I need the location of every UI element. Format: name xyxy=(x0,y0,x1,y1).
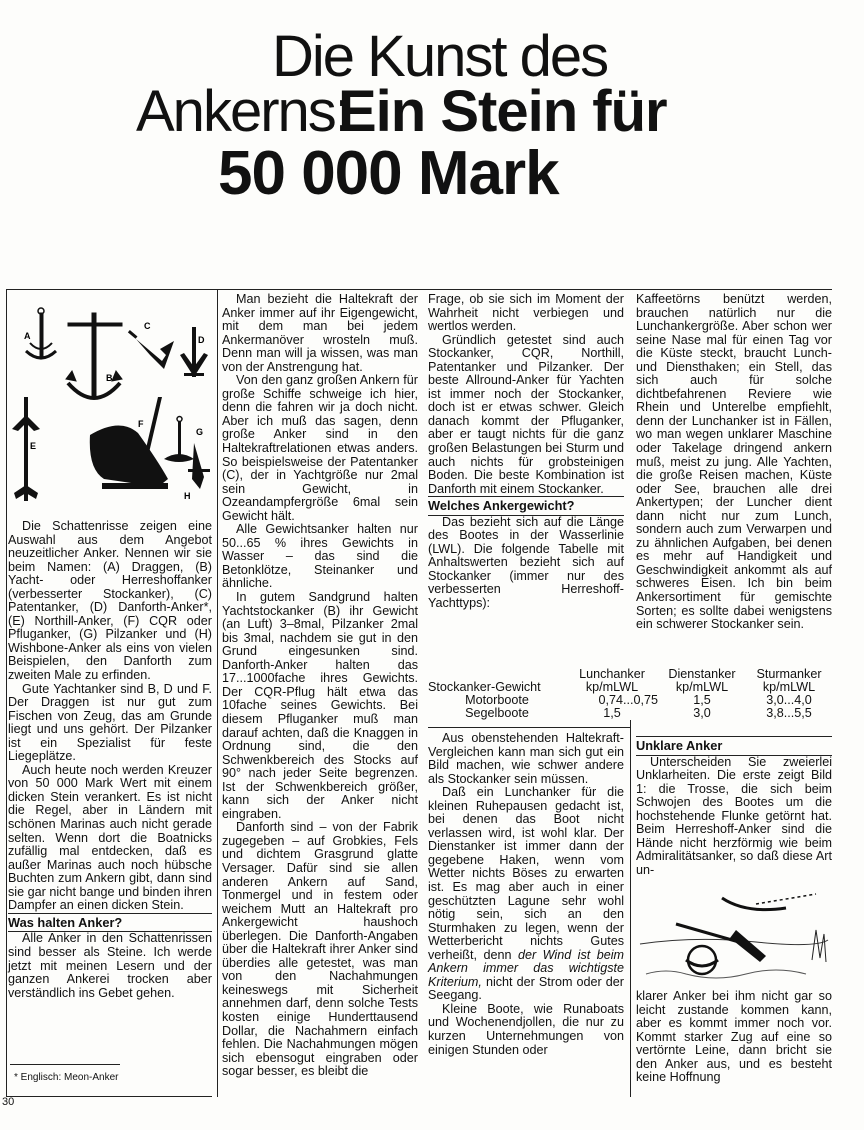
label-a: A xyxy=(24,331,31,341)
column-1 xyxy=(8,520,212,1000)
anchor-h-silhouette xyxy=(188,443,210,489)
anchor-silhouettes-figure xyxy=(8,293,212,515)
anchor-g-silhouette xyxy=(164,417,194,463)
table-cell: Motorboote xyxy=(465,693,529,707)
label-g: G xyxy=(196,427,204,437)
left-rule xyxy=(6,289,7,1097)
anchor-a-silhouette xyxy=(26,308,56,358)
label-f: F xyxy=(138,419,144,429)
col3-paragraph-4: Aus obenstehenden Haltekraft-Vergleichen kann man sich gut ein Bild machen, wie schwer andere als Stockanker sein müssen. xyxy=(428,731,624,786)
figure-caption: Die Schattenrisse zeigen eine Auswahl aus dem Angebot neuzeitlicher Anker. Nennen wir sie beim Namen: (A) Draggen, (B) Yacht- oder Herreshoffanker (verbesserter Stockanker), (C) Patentanker, (D) Danforth-Anker*, (E) Northill-Anker, (F) CQR oder Pfluganker, (G) Pilzanker und (H) Wishbone-Anker als eins von vielen Beispielen, den Danforth zum zweiten Male zu erfinden. xyxy=(8,519,212,683)
anchor-c-silhouette xyxy=(128,330,174,369)
column-rule-3 xyxy=(630,720,631,1097)
table-header-row xyxy=(428,668,832,694)
col3-paragraph-5: Daß ein Lunchanker für die kleinen Ruhepausen gedacht ist, bei denen das Boot nicht verlassen wird, ist wohl klar. Der Dienstanker ist immer dann der gegebene Haken, wenn vom Wetter nichts Böses zu erwarten ist. Es mag aber auch in einer geschützten Lagune sehr wohl nötig sein, sich an den Sturmhaken zu legen, wenn der Wetterbericht nichts Gutes verheißt, denn der Wind ist beim Ankern immer das wichtigste Kriterium, nicht der Strom oder der Seegang. xyxy=(428,785,625,1003)
label-c: C xyxy=(144,321,151,331)
table-bottom-rule xyxy=(428,727,630,728)
anchor-weight-table xyxy=(428,668,832,720)
col1-paragraph-2: Gute Yachtanker sind B, D und F. Der Draggen ist nur gut zum Fischen von Zeug, das am Grunde liegt und uns gehört. Der Pilzanker ist ein Spezialist für feste Liegeplätze. xyxy=(8,681,212,764)
top-rule xyxy=(6,289,832,290)
col1-paragraph-4: Alle Anker in den Schattenrissen sind besser als Steine. Ich werde jetzt mit meinen Lesern und der ganzen Ankerei trocken aber verständlich ins Gebet gehen. xyxy=(8,931,212,1000)
table-cell: 3,8...5,5 xyxy=(766,706,812,720)
table-header-lunch: Lunchanker kp/mLWL xyxy=(579,667,645,694)
headline-line-1: Die Kunst des xyxy=(272,24,608,89)
table-cell: 3,0...4,0 xyxy=(766,693,812,707)
column-4 xyxy=(636,293,832,632)
headline-line-3: 50 000 Mark xyxy=(218,139,559,208)
table-header-sturm: Sturmanker kp/mLWL xyxy=(756,667,822,694)
label-d: D xyxy=(198,335,205,345)
page-number: 30 xyxy=(2,1096,15,1108)
col1-paragraph-3: Auch heute noch werden Kreuzer von 50 000 Mark Wert mit einem dicken Stein verankert. Es ist nicht die Regel, aber in Ländern mit schönen Marinas auch nicht gerade selten. Wenn dort die Boatnicks zufällig mal entdecken, daß es außer Marinas auch noch hübsche Buchten zum Ankern gibt, dann sind sie gar nicht bange und binden ihren Dampfer an einen dicken Stein. xyxy=(8,762,212,913)
col4-paragraph-2: Unterscheiden Sie zweierlei Unklarheiten. Die erste zeigt Bild 1: die Trosse, die sich beim Schwojen des Bootes um die hochstehende Flunke getörnt hat. Beim Herreshoff-Anker sind die Hände nicht herzförmig wie beim Admiralitätsanker, so daß diese Art un- xyxy=(636,754,832,877)
column-3-lower xyxy=(428,732,624,1057)
label-h: H xyxy=(184,491,191,501)
col3-paragraph-6: Kleine Boote, wie Runaboats und Wochenendjollen, die nur zu kurzen Unternehmungen von einigen Stunden oder xyxy=(428,1001,624,1057)
column-4-lower xyxy=(636,736,832,877)
footnote: * Englisch: Meon-Anker xyxy=(14,1072,119,1083)
col2-paragraph-4: In gutem Sandgrund halten Yachtstockanker (B) ihr Gewicht (an Luft) 3–8mal, Pilzanker 2mal bis 3mal, nachdem sie gut in den Grund eingesunken sind. Danforth-Anker halten das 17...1000fache ihres Gewichts. Der CQR-Pflug hält etwa das 10fache seines Gewichts. Bei diesem Pfluganker muß man darauf achten, daß die Knaggen in Ordnung sind, die den Schwenkbereich des Stocks auf 90° nach jeder Seite begrenzen. Ist der Schwenkbereich größer, kann sich der Anker nicht eingraben. xyxy=(222,590,418,821)
col3-paragraph-2: Gründlich getestet sind auch Stockanker, CQR, Northill, Patentanker und Pilzanker. Der beste Allround-Anker für Yachten ist immer noch der Stockanker, doch ist er etwas schwer. Gleich danach kommt der Pfluganker, aber er taugt nichts für die ganz großen Belastungen bei Sturm und auch nichts für grobsteinigen Boden. Die beste Kombination ist Danforth mit einem Stockanker. xyxy=(428,332,624,496)
table-cell: 3,0 xyxy=(693,706,711,720)
section-heading-welches-ankergewicht: Welches Ankergewicht? xyxy=(428,496,624,516)
footnote-rule xyxy=(10,1064,120,1065)
fouled-anchor-illustration xyxy=(636,890,832,986)
col2-paragraph-2: Von den ganz großen Ankern für große Schiffe schweige ich hier, denn die fahren wir ja doch nicht. Aber ich muß das sagen, denn große Anker sind in den Haltekraftrelationen etwas anders. So beispielsweise der Patentanker (C), der in Yachtgröße nur 2mal sein Gewicht, in Ozeandampfergröße 6mal sein Gewicht hält. xyxy=(222,373,418,523)
col4-paragraph-1: Kaffeetörns benützt werden, brauchen natürlich nur die Lunchankergröße. Aber schon wer seine Nase mal für einen Tag vor die Küste steckt, braucht Lunch- und Diensthaken; ein Stell, das sich auch für solche dichtbefahrenen Reviere wie Rhein und Unterelbe empfiehlt, denn der Lunchanker ist in Fällen, wo man wegen unklarer Maschine oder Takelage dringend ankern muß, meist zu jung. Alle Yachten, die große Reisen machen, Küste oder See, brauchen alle drei Ankertypen; der Luncher dient dann nicht nur zum Lunch, sondern auch zum Verwarpen und zu ähnlichen Aufgaben, bei denen es mehr auf Handigkeit und Geschwindigkeit ankommt als auf schweres Eisen. Ich bin beim Ankersortiment für gemischte Sorten; es sollte dabei wenigstens ein schwerer Stockanker sein. xyxy=(636,292,832,632)
table-header-type: Stockanker-Gewicht xyxy=(428,680,541,694)
col4-paragraph-3: klarer Anker bei ihm nicht gar so leicht zustande kommen kann, aber es kommt immer noch vor. Kommt starker Zug auf eine so vertörnte Leine, dann bricht sie den Anker aus, und es besteht keine Hoffnung xyxy=(636,989,832,1085)
table-row xyxy=(428,707,832,720)
label-e: E xyxy=(30,441,37,451)
col2-paragraph-3: Alle Gewichtsanker halten nur 50...65 % ihres Gewichts in Wasser – das sind die Betonklötze, Steinanker und ähnliche. xyxy=(222,522,418,591)
anchor-b-silhouette xyxy=(66,313,122,399)
col3-paragraph-1: Frage, ob sie sich im Moment der Wahrheit nicht verbiegen und wertlos werden. xyxy=(428,292,624,334)
column-rule-1 xyxy=(217,289,218,1097)
bottom-rule xyxy=(6,1096,212,1097)
col2-paragraph-5: Danforth sind – von der Fabrik zugegeben – auf Grobkies, Fels und dichtem Grasgrund glatte Versager. Dafür sind sie allen anderen Ankern auf Sand, Tonmergel und in festem oder weichem Mutt an Haltekraft pro Ankergewicht haushoch überlegen. Die Danforth-Angaben über die Haltekraft ihrer Anker sind überdies alle getestet, was man von den Nachahmungen keineswegs mit Sicherheit annehmen darf, denn solche Tests kosten einige Hunderttausend Dollar, die Nachahmern einfach fehlen. Die Nachahmungen mögen sich ebensogut eingraben oder sogar besser, es bleibt die xyxy=(222,820,418,1079)
headline-line-2-bold: Ein Stein für xyxy=(338,79,667,144)
section-heading-unklare-anker: Unklare Anker xyxy=(636,736,832,756)
table-cell: 1,5 xyxy=(603,706,621,720)
column-4-bottom xyxy=(636,990,832,1085)
table-header-dienst: Dienstanker kp/mLWL xyxy=(668,667,736,694)
table-cell: 1,5 xyxy=(693,693,711,707)
headline-line-2-thin: Ankerns: xyxy=(136,79,349,144)
label-b: B xyxy=(106,373,113,383)
col2-paragraph-1: Man bezieht die Haltekraft der Anker immer auf ihr Eigengewicht, mit dem man bei jedem Ankermanöver wrosteln muß. Denn man will ja wissen, was man von der Anstrengung hat. xyxy=(222,292,418,374)
column-3 xyxy=(428,293,624,611)
anchor-f-silhouette xyxy=(90,397,168,489)
column-2 xyxy=(222,293,418,1079)
section-heading-was-halten-anker: Was halten Anker? xyxy=(8,913,212,933)
table-cell: Segelboote xyxy=(465,706,529,720)
table-cell: 0,74...0,75 xyxy=(598,693,658,707)
col3-paragraph-3: Das bezieht sich auf die Länge des Bootes in der Wasserlinie (LWL). Die folgende Tabelle mit Anhaltswerten bezieht sich auf Stockanker (immer nur des verbesserten Herreshoff-Yachttyps): xyxy=(428,514,624,611)
